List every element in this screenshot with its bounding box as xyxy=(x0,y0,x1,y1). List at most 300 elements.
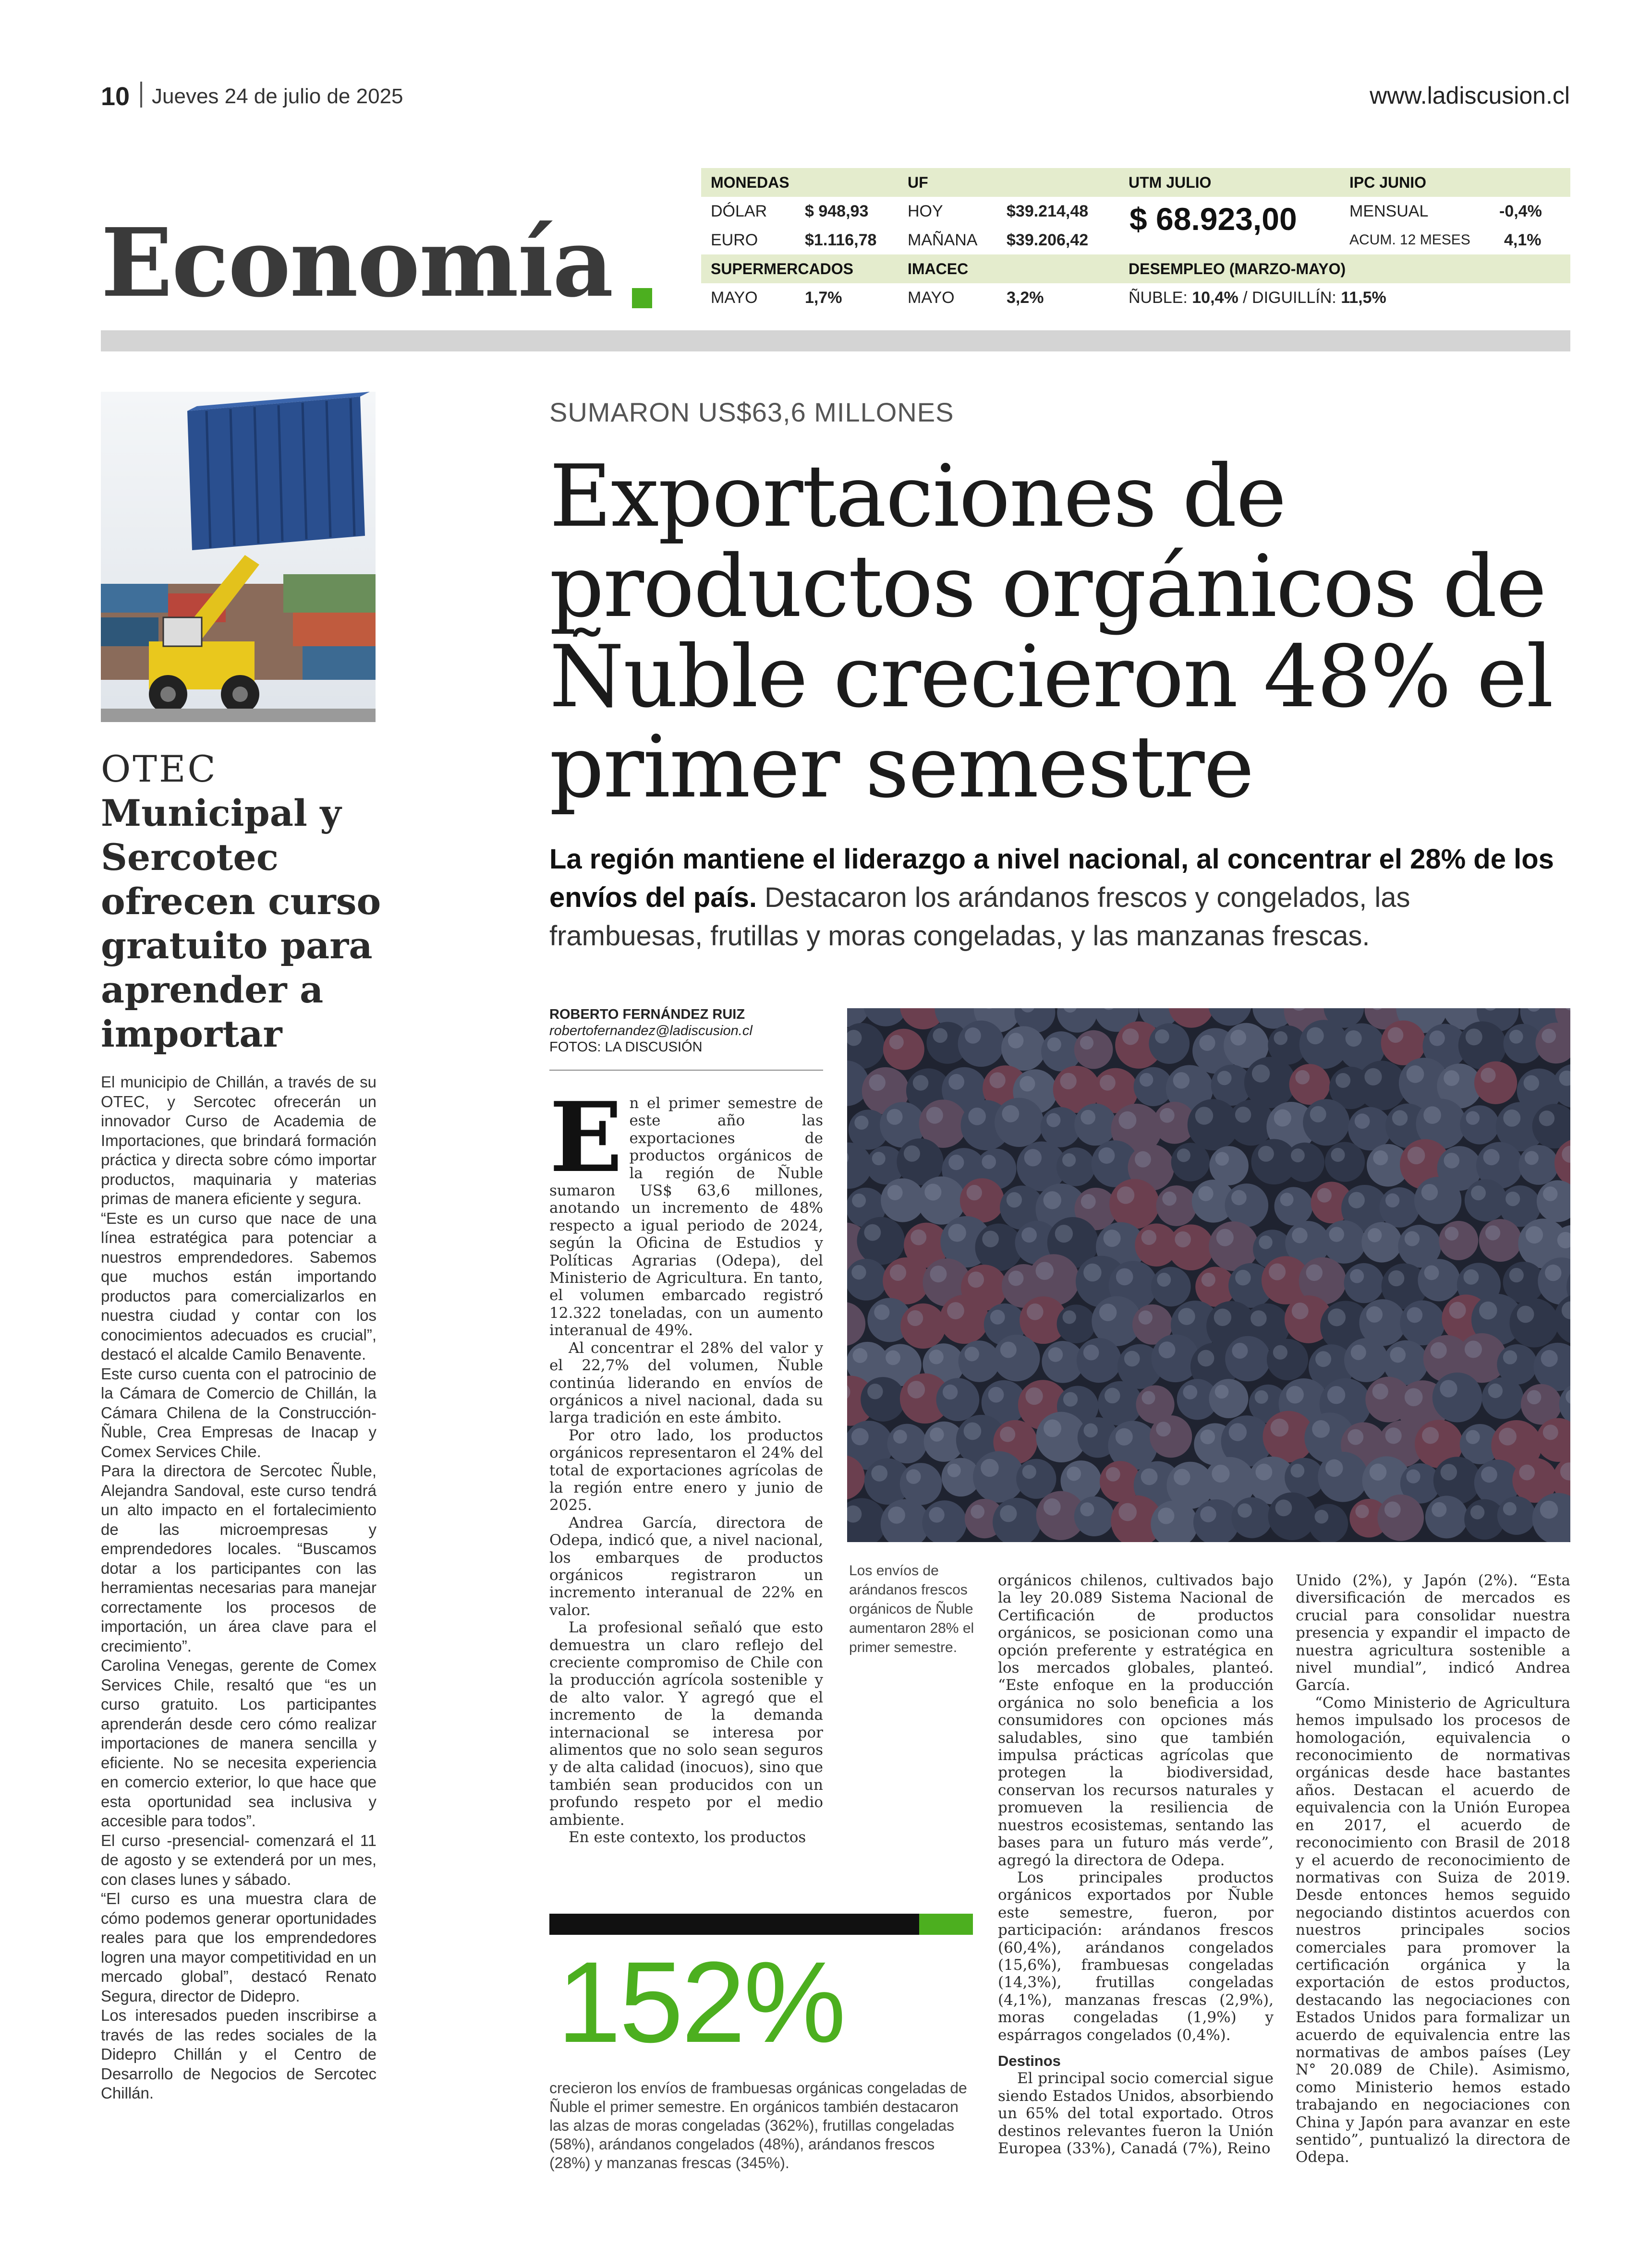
blueberry xyxy=(1379,1187,1420,1228)
monedas-label: MONEDAS xyxy=(711,174,789,191)
blueberry-highlight xyxy=(872,1152,886,1165)
blueberry-highlight xyxy=(1483,1149,1500,1165)
blueberry xyxy=(960,1178,1004,1222)
blueberry-highlight xyxy=(1424,1265,1439,1280)
sidebar-headline-first: OTEC xyxy=(101,748,218,790)
desempleo-diguillin-label: DIGUILLÍN: xyxy=(1252,289,1341,307)
blueberry xyxy=(1275,1187,1313,1225)
blueberry-highlight xyxy=(1104,1230,1121,1247)
blueberry-highlight xyxy=(929,1350,944,1364)
blueberry-highlight xyxy=(1310,1106,1326,1122)
blueberry-highlight xyxy=(1306,1265,1323,1281)
blueberry-highlight xyxy=(869,1074,885,1091)
blueberry-highlight xyxy=(1081,1110,1095,1125)
section-title: Economía xyxy=(101,208,613,318)
article-paragraph: Unido (2%), y Japón (2%). “Esta diversificación de mercados es crucial para consolidar nuestra presencia y expandir el impacto de nuestra agricultura sostenible a nivel mundial”, indicó Andrea García. xyxy=(1296,1572,1570,1694)
blueberry-highlight xyxy=(1258,1146,1274,1162)
blueberry-highlight xyxy=(988,1387,1004,1403)
blueberry-highlight xyxy=(924,1183,941,1200)
blueberry-highlight xyxy=(1385,1427,1402,1444)
article-paragraph: Andrea García, directora de Odepa, indicó que, a nivel nacional, los embarques de productos orgánicos registraron un incremento interanual de 22% en valor. xyxy=(549,1514,823,1619)
blueberry-highlight xyxy=(1372,1384,1388,1399)
blueberry-highlight xyxy=(1106,1467,1120,1482)
blueberry-highlight xyxy=(1047,1037,1061,1051)
blueberry-highlight xyxy=(1098,1147,1115,1164)
blueberry-highlight xyxy=(1118,1111,1136,1129)
blueberry-highlight xyxy=(911,1230,926,1245)
blueberry-highlight xyxy=(1175,1231,1191,1248)
blueberry-highlight xyxy=(1440,1380,1457,1397)
blueberry-highlight xyxy=(1007,1192,1022,1207)
ipc-mensual-label: MENSUAL xyxy=(1349,202,1429,220)
blueberry-highlight xyxy=(1466,1028,1482,1045)
blueberry xyxy=(1289,1064,1330,1105)
blueberry-highlight xyxy=(1183,1385,1197,1399)
blueberry-highlight xyxy=(1062,1153,1076,1167)
ipc-acumulado-label: ACUM. 12 MESES xyxy=(1349,232,1470,248)
blueberry xyxy=(883,1257,930,1304)
blueberry xyxy=(1323,1220,1366,1264)
container-port-photo xyxy=(101,392,376,722)
blueberry-highlight xyxy=(1540,1501,1558,1519)
blueberry-highlight xyxy=(948,1224,966,1242)
blueberry-highlight xyxy=(1346,1030,1362,1047)
desempleo-separator: / xyxy=(1238,289,1252,307)
blueberry-highlight xyxy=(1274,1109,1291,1126)
blueberry-highlight xyxy=(1351,1345,1366,1360)
uf-manana-value: $39.206,42 xyxy=(1007,231,1089,249)
blueberry-highlight xyxy=(1295,1070,1310,1085)
blueberry-highlight xyxy=(1116,1428,1133,1446)
blueberry-highlight xyxy=(1408,1146,1425,1164)
blueberry-highlight xyxy=(1177,1148,1190,1162)
blueberry-highlight xyxy=(1488,1384,1503,1398)
blueberry-highlight xyxy=(1290,1464,1304,1478)
blueberry xyxy=(887,1424,927,1464)
blueberry-highlight xyxy=(1067,1467,1081,1481)
uf-label: UF xyxy=(908,174,928,191)
blueberry-highlight xyxy=(1307,1027,1324,1045)
blueberry-highlight xyxy=(947,1464,961,1477)
section-subhead: Destinos xyxy=(998,2052,1061,2069)
blueberry xyxy=(1497,1496,1536,1535)
blueberry xyxy=(1057,1304,1096,1343)
blueberry-highlight xyxy=(1080,1036,1093,1050)
blueberry-highlight xyxy=(1200,1430,1215,1445)
blueberry-highlight xyxy=(886,1109,902,1125)
blueberry-highlight xyxy=(1274,1031,1287,1045)
blueberry xyxy=(847,1259,887,1301)
blueberry-highlight xyxy=(1048,1347,1063,1362)
sidebar-headline-rest: Municipal y Sercotec ofrecen curso gratuito para aprender a importar xyxy=(101,792,381,1055)
blueberry-highlight xyxy=(1331,1148,1345,1162)
blueberry-highlight xyxy=(907,1310,923,1326)
blueberries-photo xyxy=(847,1008,1570,1542)
blueberry-highlight xyxy=(1202,1273,1215,1287)
blueberry-highlight xyxy=(1350,1269,1364,1283)
blueberry-highlight xyxy=(1212,1465,1229,1483)
blueberry xyxy=(1418,1259,1460,1301)
blueberry-highlight xyxy=(1235,1107,1251,1122)
blueberry-highlight xyxy=(1423,1106,1441,1124)
blueberry-highlight xyxy=(1517,1306,1534,1323)
blueberry-highlight xyxy=(1178,1308,1195,1325)
uf-manana-label: MAÑANA xyxy=(908,231,978,249)
blueberry-highlight xyxy=(1481,1068,1495,1083)
blueberry xyxy=(1361,1222,1402,1262)
photo-credit: FOTOS: LA DISCUSIÓN xyxy=(549,1039,703,1055)
blueberry-highlight xyxy=(947,1302,964,1319)
blueberry xyxy=(1439,1221,1478,1260)
blueberry xyxy=(1109,1179,1159,1229)
blueberry-highlight xyxy=(1449,1302,1466,1318)
blueberry xyxy=(1151,1267,1191,1307)
article-paragraph: Los principales productos orgánicos exportados por Ñuble este semestre, fueron, por participación: arándanos frescos (60,4%), arándanos congelados (15,6%), frambuesas congeladas (14,3%), frutillas congeladas (4,1%), manzanas frescas (2,9%), moras congeladas (1,9%) y espárragos congelados (0,4%). xyxy=(998,1869,1274,2044)
blueberry-highlight xyxy=(1036,1262,1054,1280)
blueberry-highlight xyxy=(1044,1191,1061,1209)
blueberry-highlight xyxy=(1024,1149,1042,1166)
blueberry-highlight xyxy=(982,1231,999,1247)
blueberry-highlight xyxy=(1525,1151,1539,1165)
blueberry-highlight xyxy=(1527,1390,1542,1404)
blueberry-highlight xyxy=(852,1194,866,1207)
blueberry xyxy=(1518,1145,1558,1185)
blueberry-highlight xyxy=(1200,1506,1216,1522)
blueberry-highlight xyxy=(853,1348,868,1363)
blueberry-highlight xyxy=(871,1465,887,1482)
blueberry-highlight xyxy=(1407,1307,1422,1323)
blueberry xyxy=(1474,1062,1517,1104)
stat-text: crecieron los envíos de frambuesas orgánicas congeladas de Ñuble el primer semestre. En orgánicos también destacaron las alzas de moras congeladas (362%), frutillas congeladas (58%), arándanos congelados (48%), arándanos frescos (28%) y manzanas frescas (345%). xyxy=(549,2079,967,2171)
blueberry-highlight xyxy=(1348,1192,1365,1208)
blueberry-highlight xyxy=(1022,1465,1036,1479)
blueberry xyxy=(1309,1504,1348,1542)
sidebar-paragraph: El municipio de Chillán, a través de su OTEC, y Sercotec ofrecerán un innovador Curso de Academia de Importaciones, que brindará formación práctica y directa sobre cómo importar productos, maquinaria y materias primas de manera eficiente y segura. xyxy=(101,1073,376,1207)
blueberry-highlight xyxy=(1465,1340,1482,1358)
blueberry-highlight xyxy=(1444,1153,1459,1169)
blueberry-highlight xyxy=(1215,1152,1229,1166)
blueberry-highlight xyxy=(926,1107,943,1123)
blueberry xyxy=(1509,1298,1558,1347)
blueberry-highlight xyxy=(1479,1302,1497,1320)
blueberry-highlight xyxy=(1327,1386,1346,1404)
blueberry xyxy=(1344,1263,1384,1303)
blueberry-highlight xyxy=(888,1507,905,1524)
blueberry-highlight xyxy=(929,1507,944,1522)
blueberry xyxy=(1285,1143,1324,1182)
blueberry-highlight xyxy=(1099,1303,1117,1321)
blueberry-highlight xyxy=(1271,1419,1289,1437)
blueberry-highlight xyxy=(1235,1270,1251,1286)
blueberry xyxy=(1016,1459,1056,1499)
blueberry-highlight xyxy=(1173,1072,1190,1088)
stat-bar-accent xyxy=(919,1914,973,1935)
blueberry-highlight xyxy=(1545,1265,1561,1281)
blueberry-highlight xyxy=(867,1384,883,1399)
blueberry-highlight xyxy=(989,1072,1005,1088)
blueberry xyxy=(975,1224,1022,1271)
blueberry xyxy=(861,1377,905,1422)
blueberry-highlight xyxy=(1421,1184,1438,1200)
indicators-header-row xyxy=(701,168,1570,197)
blueberry-highlight xyxy=(1392,1110,1408,1125)
blueberry-highlight xyxy=(1027,1303,1044,1320)
blueberry xyxy=(936,1378,979,1421)
blueberry-highlight xyxy=(1405,1231,1420,1246)
blueberry-highlight xyxy=(887,1185,903,1200)
blueberry-highlight xyxy=(982,1155,996,1169)
indicators-header-row xyxy=(701,254,1570,283)
stat-bar xyxy=(549,1914,919,1935)
blueberry xyxy=(1348,1107,1392,1151)
blueberry-highlight xyxy=(1543,1424,1558,1440)
blueberry-highlight xyxy=(1117,1186,1135,1204)
desempleo-nuble-label: ÑUBLE: xyxy=(1129,289,1192,307)
blueberry-highlight xyxy=(1021,1227,1037,1243)
blueberry-highlight xyxy=(1252,1064,1270,1082)
blueberry-highlight xyxy=(1216,1229,1234,1246)
drop-cap: E xyxy=(549,1081,623,1194)
blueberry-highlight xyxy=(1348,1429,1363,1445)
blueberry-highlight xyxy=(1405,1388,1423,1406)
blueberry-highlight xyxy=(1542,1029,1556,1043)
blueberry xyxy=(1267,1339,1308,1380)
blueberry-highlight xyxy=(1135,1151,1151,1168)
blueberry-highlight xyxy=(1355,1113,1370,1129)
desempleo-values xyxy=(1129,283,1386,312)
blueberry-highlight xyxy=(968,1271,984,1288)
desempleo-nuble-value: 10,4% xyxy=(1192,289,1238,307)
blueberry-highlight xyxy=(1217,1071,1232,1085)
blueberry-highlight xyxy=(930,1266,947,1282)
blueberry-highlight xyxy=(1158,1508,1174,1524)
sidebar-headline xyxy=(101,747,389,1056)
blueberry-highlight xyxy=(948,1074,964,1090)
blueberry-highlight xyxy=(893,1430,907,1444)
blueberry-highlight xyxy=(1466,1111,1480,1124)
blueberry xyxy=(1231,1497,1272,1538)
blueberry-highlight xyxy=(1407,1065,1424,1083)
stat-number: 152% xyxy=(557,1938,844,2066)
blueberry-highlight xyxy=(854,1116,868,1130)
blueberry-highlight xyxy=(1445,1227,1459,1241)
blueberry xyxy=(900,1463,942,1505)
blueberry-highlight xyxy=(874,1304,889,1320)
desempleo-label: DESEMPLEO (MARZO-MAYO) xyxy=(1129,260,1346,277)
blueberry xyxy=(1460,1105,1499,1144)
blueberry-highlight xyxy=(1275,1499,1292,1516)
supermercados-value: 1,7% xyxy=(805,289,842,307)
author-name: ROBERTO FERNÁNDEZ RUIZ xyxy=(549,1007,745,1022)
blueberry-highlight xyxy=(1269,1263,1286,1280)
blueberry-highlight xyxy=(971,1505,984,1519)
blueberry-highlight xyxy=(1366,1306,1383,1323)
blueberry xyxy=(1225,1183,1268,1227)
blueberry xyxy=(1209,1146,1249,1185)
section-accent-dot xyxy=(632,288,652,308)
issue-date: Jueves 24 de julio de 2025 xyxy=(152,84,403,108)
blueberry-highlight xyxy=(1044,1419,1061,1437)
blueberry-highlight xyxy=(1292,1228,1308,1243)
blueberry-highlight xyxy=(1020,1076,1035,1091)
blueberry-highlight xyxy=(1364,1068,1382,1086)
blueberry-highlight xyxy=(1105,1388,1120,1404)
blueberry xyxy=(1414,1177,1461,1224)
blueberry xyxy=(1268,1492,1316,1540)
blueberry-highlight xyxy=(1385,1194,1399,1207)
blueberry-highlight xyxy=(851,1428,869,1445)
blueberry-highlight xyxy=(1229,1423,1247,1441)
blueberry-highlight xyxy=(1000,1427,1015,1442)
blueberry xyxy=(1433,1373,1482,1423)
blueberry-highlight xyxy=(1485,1225,1500,1240)
blueberry-highlight xyxy=(1116,1268,1133,1286)
blueberry-highlight xyxy=(930,1427,944,1441)
blueberry-highlight xyxy=(990,1310,1005,1325)
blueberry-highlight xyxy=(1315,1351,1331,1367)
article-paragraph: n el primer semestre de este año las exportaciones de productos orgánicos de la región de Ñuble sumaron US$ 63,6 millones, anotando un incremento de 48% respecto a igual periodo de 2024, según la Oficina de Estudios y Políticas Agrarias (Odepa), del Ministerio de Agricultura. En tanto, el volumen embarcado registró 12.322 toneladas, con un aumento interanual de 49%. xyxy=(549,1095,823,1339)
blueberry xyxy=(1150,1415,1192,1458)
sidebar-paragraph: Este curso cuenta con el patrocinio de la Cámara de Comercio de Chillán, la Cámara Chilena de la Construcción-Ñuble, Crea Empresas de Inacap y Comex Services Chile. xyxy=(101,1364,376,1460)
blueberry-highlight xyxy=(1509,1268,1524,1282)
blueberry-highlight xyxy=(1429,1030,1445,1046)
blueberry-highlight xyxy=(913,1075,928,1090)
blueberry-highlight xyxy=(1328,1308,1346,1326)
blueberry xyxy=(883,1029,924,1070)
blueberry-highlight xyxy=(1046,1113,1060,1127)
blueberry-highlight xyxy=(1141,1230,1156,1245)
blueberry-highlight xyxy=(1155,1029,1169,1044)
blueberry-highlight xyxy=(981,1459,999,1477)
author-email[interactable]: robertofernandez@ladiscusion.cl xyxy=(549,1023,753,1038)
blueberry-highlight xyxy=(1524,1075,1539,1091)
blueberry xyxy=(1303,1099,1349,1146)
blueberry-highlight xyxy=(1157,1273,1171,1287)
article-column-4 xyxy=(1296,1572,1570,2166)
ipc-mensual-value: -0,4% xyxy=(1499,202,1542,220)
blueberry-highlight xyxy=(851,1265,866,1279)
blueberry-highlight xyxy=(1139,1310,1153,1324)
blueberry-highlight xyxy=(1259,1235,1272,1249)
blueberry xyxy=(1482,1377,1524,1419)
dolar-label: DÓLAR xyxy=(711,202,767,220)
uf-hoy-label: HOY xyxy=(908,202,943,220)
blueberry-highlight xyxy=(904,1146,920,1162)
blueberry-highlight xyxy=(1541,1350,1558,1367)
article-paragraph: Por otro lado, los productos orgánicos representaron el 24% del total de exportaciones agrícolas de la región entre enero y junio de 2025. xyxy=(549,1426,823,1514)
blueberry xyxy=(1479,1219,1522,1262)
blueberry-highlight xyxy=(1441,1464,1457,1481)
blueberry-highlight xyxy=(933,1028,948,1043)
desempleo-diguillin-value: 11,5% xyxy=(1341,289,1386,307)
blueberry xyxy=(1171,1143,1210,1181)
blueberry-highlight xyxy=(1025,1387,1043,1405)
blueberry-highlight xyxy=(1156,1422,1171,1436)
blueberry-highlight xyxy=(1543,1186,1557,1201)
blueberry-highlight xyxy=(1159,1341,1176,1358)
blueberry-highlight xyxy=(1388,1270,1404,1286)
blueberry-highlight xyxy=(1160,1108,1175,1123)
blueberry-highlight xyxy=(1140,1073,1153,1087)
blueberry-highlight xyxy=(1430,1342,1446,1358)
blueberry-highlight xyxy=(1124,1351,1140,1367)
blueberry xyxy=(958,1021,1004,1067)
blueberry xyxy=(995,1098,1044,1146)
imacec-label: IMACEC xyxy=(908,260,969,277)
supermercados-period: MAYO xyxy=(711,289,758,307)
blueberry-highlight xyxy=(1230,1030,1246,1046)
blueberry-highlight xyxy=(1519,1465,1535,1481)
blueberry-highlight xyxy=(1174,1469,1190,1485)
blueberry-highlight xyxy=(1388,1027,1404,1043)
article-kicker: SUMARON US$63,6 MILLONES xyxy=(549,397,954,427)
blueberry-highlight xyxy=(1162,1192,1177,1206)
sidebar-paragraph: Para la directora de Sercotec Ñuble, Alejandra Sandoval, este curso tendrá un alto impacto en el fortalecimiento de las microempresas y emprendedores locales. “Buscamos dotar a los participantes con las herramientas necesarias para manejar correctamente los procesos de importación, un área clave para el crecimiento”. xyxy=(101,1462,376,1655)
sidebar-paragraph: Los interesados pueden inscribirse a través de las redes sociales de la Didepro Chillán y el Centro de Desarrollo de Negocios de Sercotec Chillán. xyxy=(101,2006,376,2102)
blueberry-highlight xyxy=(1355,1505,1369,1518)
blueberry-highlight xyxy=(1231,1190,1247,1206)
blueberry-highlight xyxy=(1422,1427,1439,1444)
blueberry-highlight xyxy=(1118,1503,1137,1521)
blueberry-highlight xyxy=(1292,1303,1309,1319)
article-paragraph: Al concentrar el 28% del valor y el 22,7% del volumen, Ñuble continúa liderando en envíos de orgánicos a nivel nacional, dada su larga tradición en este ámbito. xyxy=(549,1339,823,1427)
blueberry-highlight xyxy=(1432,1502,1446,1517)
byline-rule xyxy=(549,1070,823,1071)
blueberry-highlight xyxy=(1198,1186,1213,1201)
blueberry-highlight xyxy=(889,1035,904,1050)
blueberry-highlight xyxy=(1255,1390,1268,1404)
site-url[interactable]: www.ladiscusion.cl xyxy=(1370,82,1570,109)
blueberry-highlight xyxy=(1312,1420,1330,1438)
blueberry-highlight xyxy=(1083,1345,1099,1361)
sidebar-paragraph: Carolina Venegas, gerente de Comex Services Chile, resaltó que “es un curso gratuito. Los participantes aprenderán desde cero cómo realizar importaciones de manera sencilla y eficiente. No se necesita experiencia en comercio exterior, lo que hace que esta oportunidad sea inclusiva y accesible para todos”. xyxy=(101,1656,376,1830)
container-port-illustration xyxy=(101,392,376,722)
blueberry-highlight xyxy=(1471,1185,1486,1200)
indicators-row xyxy=(701,283,1570,312)
blueberry xyxy=(1344,1338,1388,1382)
blueberry-highlight xyxy=(1329,1227,1344,1242)
blueberry xyxy=(1074,1104,1117,1146)
blueberry-highlight xyxy=(1335,1073,1350,1088)
blueberry-highlight xyxy=(1063,1310,1076,1324)
blueberry-highlight xyxy=(908,1381,925,1399)
blueberry-highlight xyxy=(1195,1107,1213,1124)
blueberry-highlight xyxy=(1199,1035,1215,1051)
blueberry-highlight xyxy=(1215,1385,1229,1399)
blueberry-highlight xyxy=(890,1265,906,1281)
utm-label: UTM JULIO xyxy=(1129,174,1212,191)
blueberry-highlight xyxy=(906,1469,921,1484)
blueberry-highlight xyxy=(1055,1225,1073,1243)
blueberry xyxy=(1077,1338,1121,1383)
article-paragraph: El principal socio comercial sigue siendo Estados Unidos, absorbiendo un 65% del total exportado. Otros destinos relevantes fueron la Unión Europea (33%), Canadá (7%), Reino xyxy=(998,2070,1274,2157)
photo-caption: Los envíos de arándanos frescos orgánicos de Ñuble aumentaron 28% el primer semestre. xyxy=(849,1563,974,1655)
blueberry-highlight xyxy=(1390,1347,1406,1363)
blueberry xyxy=(940,1295,989,1344)
blueberry-highlight xyxy=(1100,1075,1116,1091)
blueberry-highlight xyxy=(1044,1498,1061,1516)
blueberry xyxy=(1056,1147,1095,1186)
blueberry-highlight xyxy=(1273,1345,1287,1360)
blueberry xyxy=(1325,1142,1365,1182)
blueberry-highlight xyxy=(1503,1502,1517,1516)
blueberry-highlight xyxy=(886,1351,900,1365)
blueberry-highlight xyxy=(943,1385,958,1399)
blueberry-highlight xyxy=(1063,1392,1078,1406)
blueberry-highlight xyxy=(1368,1228,1382,1242)
blueberry-highlight xyxy=(1470,1505,1485,1520)
article-paragraph: La profesional señaló que esto demuestra un claro reflejo del creciente compromiso de Chile con la producción agrícola sostenible y de alto valor. Y agregó que el incremento de la demanda internacional se interesa por alimentos que no solo sean seguros y de alta calidad (inocuos), sino que también sean producidos con un profundo respeto por el medio ambiente. xyxy=(549,1619,823,1829)
